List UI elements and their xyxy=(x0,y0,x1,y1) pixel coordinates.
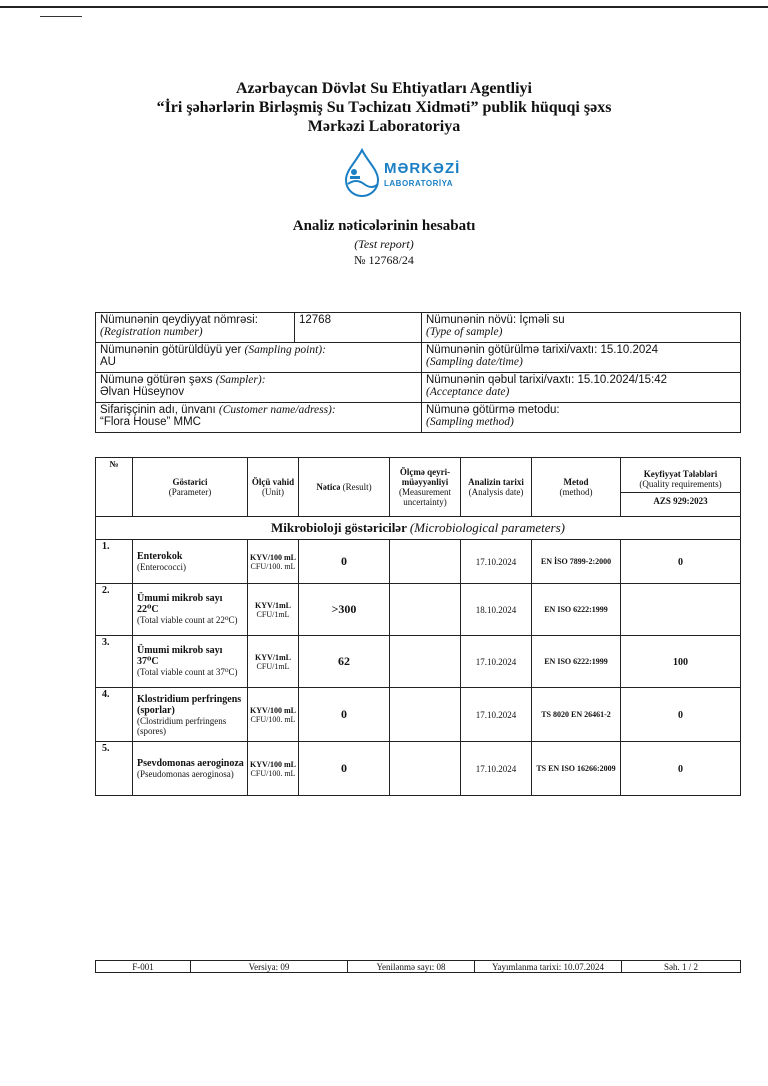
sample-type-cell: Nümunənin növü: İçməli su (Type of sample) xyxy=(422,313,741,343)
header-quality: Keyfiyyət Tələbləri (Quality requirements) AZS 929:2023 xyxy=(621,458,741,517)
acceptance-date-cell: Nümunənin qəbul tarixi/vaxtı: 15.10.2024/15:42 (Acceptance date) xyxy=(422,373,741,403)
publish-date: Yayımlanma tarixi: 10.07.2024 xyxy=(475,961,622,973)
quality-cell: 0 xyxy=(621,688,741,742)
registration-value: 12768 xyxy=(295,313,422,343)
analysis-date-cell: 17.10.2024 xyxy=(461,636,532,688)
customer-cell: Sifarişçinin adı, ünvanı (Customer name/adress): “Flora House” MMC xyxy=(96,403,422,433)
agency-name: Azərbaycan Dövlət Su Ehtiyatları Agentliyi xyxy=(236,80,532,97)
parameter-cell: Enterokok (Enterococci) xyxy=(133,540,248,584)
service-name: “İri şəhərlərin Birləşmiş Su Təchizatı Xidməti” publik hüquqi şəxs xyxy=(156,99,612,116)
registration-label-cell: Nümunənin qeydiyyat nömrəsi: (Registration number) xyxy=(96,313,295,343)
uncertainty-cell xyxy=(390,540,461,584)
table-row xyxy=(96,688,741,742)
uncertainty-cell xyxy=(390,584,461,636)
result-cell: 0 xyxy=(299,688,390,742)
header-result: Nəticə (Result) xyxy=(299,458,390,517)
results-rows xyxy=(96,540,741,796)
sampling-method-cell: Nümunə götürmə metodu: (Sampling method) xyxy=(422,403,741,433)
sampling-date-cell: Nümunənin götürülmə tarixi/vaxtı: 15.10.2024 (Sampling date/time) xyxy=(422,343,741,373)
parameter-cell: Psevdomonas aeroginoza (Pseudomonas aeroginosa) xyxy=(133,742,248,796)
analysis-date-cell: 18.10.2024 xyxy=(461,584,532,636)
parameter-cell: Ümumi mikrob sayı 37⁰C (Total viable count at 37⁰C) xyxy=(133,636,248,688)
method-cell: EN ISO 6222:1999 xyxy=(532,584,621,636)
parameter-cell: Ümumi mikrob sayı 22⁰C (Total viable count at 22⁰C) xyxy=(133,584,248,636)
table-row xyxy=(96,584,741,636)
report-number: № 12768/24 xyxy=(354,253,414,267)
method-cell: EN İSO 7899-2:2000 xyxy=(532,540,621,584)
header-method: Metod (method) xyxy=(532,458,621,517)
table-row xyxy=(96,636,741,688)
method-cell: TS 8020 EN 26461-2 xyxy=(532,688,621,742)
header-number: № xyxy=(96,458,133,517)
water-drop-icon xyxy=(338,148,384,198)
form-code: F-001 xyxy=(96,961,191,973)
header-uncertainty: Ölçmə qeyri-müəyyənliyi (Measurement uncertainty) xyxy=(390,458,461,517)
sample-info-table xyxy=(95,312,741,433)
update-count: Yenilənmə sayı: 08 xyxy=(348,961,475,973)
logo-subtitle: LABORATORİYA xyxy=(384,179,453,188)
version: Versiya: 09 xyxy=(191,961,348,973)
result-cell: 62 xyxy=(299,636,390,688)
lab-name: Mərkəzi Laboratoriya xyxy=(307,118,461,135)
table-row xyxy=(96,540,741,584)
row-number: 2. xyxy=(96,584,133,636)
results-header-row xyxy=(96,458,741,517)
section-row xyxy=(96,517,741,540)
row-number: 1. xyxy=(96,540,133,584)
report-subtitle: (Test report) xyxy=(354,237,414,251)
row-number: 4. xyxy=(96,688,133,742)
unit-cell: KYV/100 mL CFU/100. mL xyxy=(248,688,299,742)
parameter-cell: Klostridium perfringens (sporlar) (Clostridium perfringens (spores) xyxy=(133,688,248,742)
page-number: Səh. 1 / 2 xyxy=(622,961,741,973)
row-number: 3. xyxy=(96,636,133,688)
quality-cell xyxy=(621,584,741,636)
analysis-date-cell: 17.10.2024 xyxy=(461,688,532,742)
method-cell: EN ISO 6222:1999 xyxy=(532,636,621,688)
quality-cell: 100 xyxy=(621,636,741,688)
results-table xyxy=(95,457,741,796)
quality-cell: 0 xyxy=(621,540,741,584)
result-cell: 0 xyxy=(299,540,390,584)
footer-table xyxy=(95,960,741,973)
header-parameter: Göstərici (Parameter) xyxy=(133,458,248,517)
logo-name: MƏRKƏZİ xyxy=(384,160,461,177)
method-cell: TS EN ISO 16266:2009 xyxy=(532,742,621,796)
uncertainty-cell xyxy=(390,636,461,688)
unit-cell: KYV/1mL CFU/1mL xyxy=(248,584,299,636)
row-number: 5. xyxy=(96,742,133,796)
header-unit: Ölçü vahid (Unit) xyxy=(248,458,299,517)
top-rule xyxy=(0,6,768,8)
quality-cell: 0 xyxy=(621,742,741,796)
sampler-cell: Nümunə götürən şəxs (Sampler): Əlvan Hüseynov xyxy=(96,373,422,403)
unit-cell: KYV/100 mL CFU/100. mL xyxy=(248,742,299,796)
lab-logo xyxy=(338,148,468,198)
section-title: Mikrobioloji göstəricilər (Microbiological parameters) xyxy=(96,517,741,540)
uncertainty-cell xyxy=(390,688,461,742)
header-analysis-date: Analizin tarixi (Analysis date) xyxy=(461,458,532,517)
analysis-date-cell: 17.10.2024 xyxy=(461,742,532,796)
corner-mark xyxy=(40,16,82,17)
result-cell: 0 xyxy=(299,742,390,796)
uncertainty-cell xyxy=(390,742,461,796)
unit-cell: KYV/1mL CFU/1mL xyxy=(248,636,299,688)
sampling-point-cell: Nümunənin götürüldüyü yer (Sampling point): AU xyxy=(96,343,422,373)
analysis-date-cell: 17.10.2024 xyxy=(461,540,532,584)
table-row xyxy=(96,742,741,796)
report-title: Analiz nəticələrinin hesabatı xyxy=(292,218,476,234)
result-cell: >300 xyxy=(299,584,390,636)
unit-cell: KYV/100 mL CFU/100. mL xyxy=(248,540,299,584)
